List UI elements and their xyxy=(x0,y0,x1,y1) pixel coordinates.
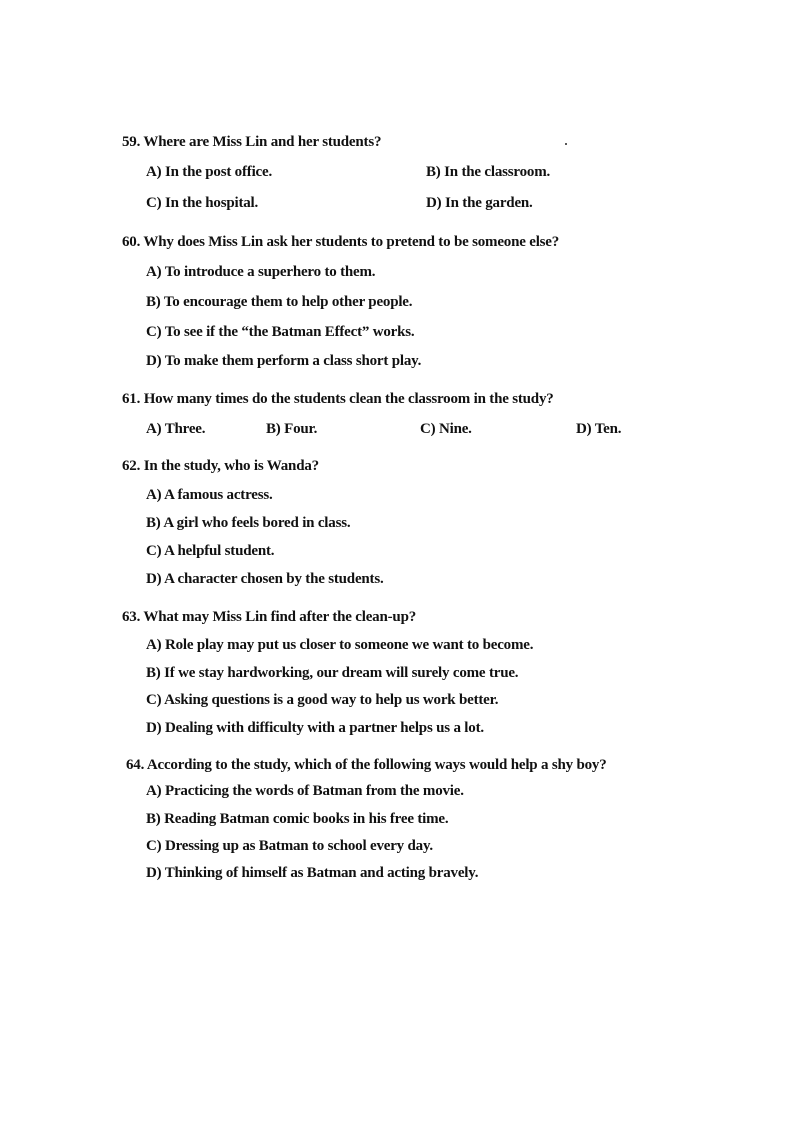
option-c: C) Asking questions is a good way to help us work better. xyxy=(146,692,499,708)
option-c: C) In the hospital. xyxy=(146,195,259,211)
option-c: C) A helpful student. xyxy=(146,543,275,559)
question-stem: 60. Why does Miss Lin ask her students to pretend to be someone else? xyxy=(122,234,560,250)
option-a: A) A famous actress. xyxy=(146,487,273,503)
option-b: B) A girl who feels bored in class. xyxy=(146,515,351,531)
option-a: A) Practicing the words of Batman from the movie. xyxy=(146,783,464,799)
question-stem: 64. According to the study, which of the following ways would help a shy boy? xyxy=(126,757,607,773)
option-d: D) Thinking of himself as Batman and acting bravely. xyxy=(146,865,479,881)
option-d: D) A character chosen by the students. xyxy=(146,571,384,587)
option-a: A) In the post office. xyxy=(146,164,273,180)
option-d: D) Dealing with difficulty with a partner helps us a lot. xyxy=(146,720,484,736)
option-b: B) In the classroom. xyxy=(426,164,551,180)
option-c: C) Dressing up as Batman to school every day. xyxy=(146,838,433,854)
option-c: C) Nine. xyxy=(420,421,472,437)
option-a: A) Role play may put us closer to someone we want to become. xyxy=(146,637,534,653)
option-c: C) To see if the “the Batman Effect” works. xyxy=(146,324,415,340)
option-b: B) If we stay hardworking, our dream will surely come true. xyxy=(146,665,519,681)
option-a: A) Three. xyxy=(146,421,206,437)
question-stem: 62. In the study, who is Wanda? xyxy=(122,458,319,474)
option-b: B) Reading Batman comic books in his free time. xyxy=(146,811,449,827)
option-a: A) To introduce a superhero to them. xyxy=(146,264,376,280)
question-stem: 61. How many times do the students clean the classroom in the study? xyxy=(122,391,554,407)
scan-speck xyxy=(565,143,567,145)
option-b: B) Four. xyxy=(266,421,318,437)
option-b: B) To encourage them to help other people. xyxy=(146,294,413,310)
question-stem: 59. Where are Miss Lin and her students? xyxy=(122,134,382,150)
option-d: D) Ten. xyxy=(576,421,622,437)
question-stem: 63. What may Miss Lin find after the clean-up? xyxy=(122,609,417,625)
option-d: D) To make them perform a class short play. xyxy=(146,353,422,369)
option-d: D) In the garden. xyxy=(426,195,533,211)
